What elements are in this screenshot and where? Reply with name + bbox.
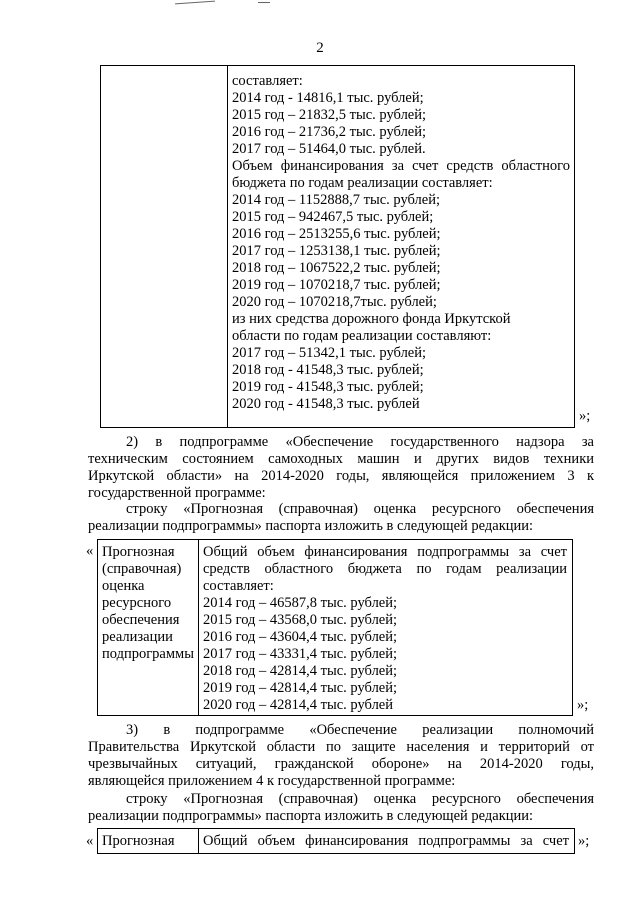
- table-line: 2018 год - 41548,3 тыс. рублей;: [232, 362, 424, 378]
- table-3-close-quote: »;: [578, 833, 590, 849]
- table-line: средств областного бюджета по годам реализации: [203, 561, 567, 577]
- table-1-divider: [227, 65, 228, 428]
- table-line: 2017 год – 51464,0 тыс. рублей.: [232, 141, 426, 157]
- table-3-right-cell: Общий объем финансирования подпрограммы за счет: [203, 833, 569, 849]
- paragraph-line: 3) в подпрограмме «Обеспечение реализации полномочий: [126, 722, 594, 738]
- paragraph-line: государственной программе:: [88, 485, 266, 501]
- table-line: составляет:: [232, 73, 303, 89]
- table-line: 2019 год – 1070218,7 тыс. рублей;: [232, 277, 441, 293]
- paragraph-line: строку «Прогнозная (справочная) оценка ресурсного обеспечения: [126, 791, 594, 807]
- table-3-open-quote: «: [86, 833, 94, 849]
- table-line: ресурсного: [102, 595, 172, 611]
- table-line: 2014 год – 1152888,7 тыс. рублей;: [232, 192, 440, 208]
- instruction-2: [88, 501, 594, 535]
- table-2-open-quote: «: [86, 543, 94, 559]
- table-line: подпрограммы: [102, 646, 194, 662]
- table-line: 2016 год – 2513255,6 тыс. рублей;: [232, 226, 441, 242]
- paragraph-line: являющейся приложением 4 к государственной программе:: [88, 773, 456, 789]
- table-3-left-cell: Прогнозная: [102, 833, 175, 849]
- table-line: бюджета по годам реализации составляет:: [232, 175, 493, 191]
- table-line: 2016 год – 21736,2 тыс. рублей;: [232, 124, 427, 140]
- paragraph-line: 2) в подпрограмме «Обеспечение государственного надзора за: [126, 434, 594, 450]
- table-line: 2015 год – 21832,5 тыс. рублей;: [232, 107, 427, 123]
- table-line: 2017 год – 1253138,1 тыс. рублей;: [232, 243, 441, 259]
- table-line: 2018 год – 1067522,2 тыс. рублей;: [232, 260, 441, 276]
- table-line: 2017 год – 43331,4 тыс. рублей;: [203, 646, 398, 662]
- table-2-left-cell: [102, 544, 194, 663]
- table-line: 2020 год – 1070218,7тыс. рублей;: [232, 294, 437, 310]
- instruction-3: [88, 791, 594, 825]
- table-3-divider: [198, 828, 199, 854]
- table-line: оценка: [102, 578, 145, 594]
- table-line: 2019 год - 41548,3 тыс. рублей;: [232, 379, 424, 395]
- table-line: 2020 год – 42814,4 тыс. рублей: [203, 697, 394, 713]
- table-line: 2018 год – 42814,4 тыс. рублей;: [203, 663, 398, 679]
- page-number: 2: [316, 40, 324, 56]
- table-1-close-quote: »;: [579, 408, 591, 424]
- table-line: 2015 год – 942467,5 тыс. рублей;: [232, 209, 434, 225]
- paragraph-line: Правительства Иркутской области по защите населения и территорий от: [88, 739, 594, 755]
- table-line: 2016 год – 43604,4 тыс. рублей;: [203, 629, 398, 645]
- table-line: 2017 год – 51342,1 тыс. рублей;: [232, 345, 427, 361]
- paragraph-line: строку «Прогнозная (справочная) оценка ресурсного обеспечения: [126, 501, 594, 517]
- table-line: области по годам реализации составляют:: [232, 328, 492, 344]
- paragraph-line: техническим состоянием самоходных машин и других видов техники: [88, 451, 594, 467]
- paragraph-line: реализации подпрограммы» паспорта изложить в следующей редакции:: [88, 518, 534, 534]
- table-line: (справочная): [102, 561, 182, 577]
- table-line: из них средства дорожного фонда Иркутской: [232, 311, 511, 327]
- table-2-right-cell: [203, 544, 567, 714]
- paragraph-line: чрезвычайных ситуаций, гражданской обороне» на 2014-2020 годы,: [88, 756, 594, 772]
- paragraph-2: [88, 434, 594, 502]
- table-line: реализации: [102, 629, 173, 645]
- table-line: 2015 год – 43568,0 тыс. рублей;: [203, 612, 398, 628]
- scan-mark: [258, 2, 270, 3]
- table-line: 2014 год – 46587,8 тыс. рублей;: [203, 595, 398, 611]
- table-2-close-quote: »;: [577, 697, 589, 713]
- table-1-content: [232, 73, 570, 413]
- table-2-divider: [198, 539, 199, 716]
- paragraph-3: [88, 722, 594, 790]
- table-line: составляет:: [203, 578, 274, 594]
- paragraph-line: Иркутской области» на 2014-2020 годы, являющейся приложением 3 к: [88, 468, 594, 484]
- table-line: 2020 год - 41548,3 тыс. рублей: [232, 396, 420, 412]
- table-line: 2019 год – 42814,4 тыс. рублей;: [203, 680, 398, 696]
- paragraph-line: реализации подпрограммы» паспорта изложить в следующей редакции:: [88, 808, 534, 824]
- table-line: 2014 год - 14816,1 тыс. рублей;: [232, 90, 424, 106]
- scan-mark: [175, 1, 215, 5]
- table-line: Общий объем финансирования подпрограммы за счет: [203, 544, 567, 560]
- table-line: обеспечения: [102, 612, 180, 628]
- table-line: Объем финансирования за счет средств областного: [232, 158, 570, 174]
- table-line: Прогнозная: [102, 544, 175, 560]
